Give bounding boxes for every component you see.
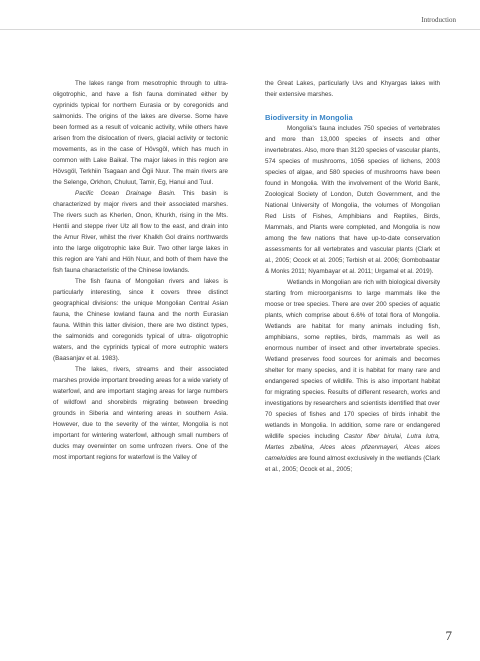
wetlands-species-list: Castor fiber birulai, Lutra lutra, Martes zibellina, Alces alces pfizenmayeri, Alces alces cameloides: [265, 433, 441, 462]
pacific-basin-text: This basin is characterized by major rivers and their associated marshes. The rivers such as Kherlen, Onon, Khurkh, rising in the Mts. Hentii and steppe river Ulz all flow to the east, and drain into the Amur River, whilst the river Khalkh Gol drains northwards into the large oligotrophic lake Buir. Two other large lakes in this region are Yahi and Höh Nuur, and both of them have the fish fauna characteristic of the Chinese lowlands.: [53, 190, 229, 274]
paragraph-biodiversity: Mongolia's fauna includes 750 species of vertebrates and more than 13,000 species of insects and other invertebrates. Also, more than 3120 species of vascular plants, 574 species of mushrooms, 1056 species of lichens, 2003 species of algae, and 580 species of mushrooms have been found in Mongolia. With the involvement of the World Bank, Zoological Society of London, Dutch Government, and the National University of Mongolia, the volumes of Mongolian Red Lists of Fishes, Amphibians and Reptiles, Birds, Mammals, and Plants were completed, and Mongolia is now among the few nations that have up-to-date conservation assessments for all vertebrates and vascular plants (Clark et al., 2005; Ocock et al. 2005; Terbish et al. 2006; Gombobaatar & Monks 2011; Nyambayar et al. 2011; Urgamal et al. 2019).: [265, 125, 441, 275]
section-heading-biodiversity: Biodiversity in Mongolia: [265, 113, 353, 122]
page-number: 7: [445, 628, 452, 643]
right-column: [265, 78, 440, 475]
pacific-basin-label: Pacific Ocean Drainage Basin.: [75, 190, 176, 197]
paragraph-pacific-basin: [53, 188, 228, 276]
wetlands-text-start: Wetlands in Mongolian are rich with biological diversity starting from microorganisms to large mammals like the moose or tree species. There are over 200 species of aquatic plants, which comprise about 6.6% of total flora of Mongolia. Wetlands are habitat for many animals including fish, amphibians, some reptiles, birds, mammals as well as enormous number of insect and other invertebrate species. Wetland preserves food sources for animals and becomes shelter for many species, and it is habitat for many rare and endangered species of wildlife. This is also important habitat for migrating species. Results of different research, works and investigations by researchers and scientists identified that over 70 species of fishes and 170 species of birds inhabit the wetlands in Mongolia. In addition, some rare or endangered wildlife species including: [265, 279, 440, 440]
wetlands-text-end: are found almost exclusively in the wetlands (Clark et al., 2005; Ocock et al., 2005;: [265, 455, 441, 473]
paragraph-great-lakes: the Great Lakes, particularly Uvs and Khyargas lakes with their extensive marshes.: [265, 80, 440, 98]
paragraph-waterfowl: The lakes, rivers, streams and their associated marshes provide important breeding areas for a wide variety of waterfowl, and are important staging areas for large numbers of wildfowl and shorebirds migrating between breeding grounds in Siberia and wintering areas in southern Asia. However, due to the severity of the winter, Mongolia is not important for wintering waterfowl, although small numbers of ducks may overwinter on some unfrozen rivers. One of the most important regions for waterfowl is the Valley of: [53, 366, 228, 461]
running-head: Introduction: [421, 16, 456, 24]
paragraph-lakes: The lakes range from mesotrophic through to ultra- oligotrophic, and have a fish fauna dominated either by cyprinids typical for northern Eurasia or by coregonids and salmonids. The origins of the lakes are diverse. Some have been formed as a result of volcanic activity, while others have arisen from the dislocation of rivers, glacial activity or tectonic movements, as in the case of Hövsgöl, which has much in common with Lake Baikal. The major lakes in this region are Hövsgöl, Terkhiin Tsagaan and Ögii Nuur. The main rivers are the Selenge, Orkhon, Chuluut, Tamir, Eg, Hanui and Tuul.: [53, 80, 228, 186]
left-column: [53, 78, 228, 463]
header-rule: [0, 29, 480, 30]
paragraph-fish-fauna: The fish fauna of Mongolian rivers and lakes is particularly interesting, since it covers three distinct geographical divisions: the unique Mongolian Central Asian fauna, the Chinese lowland fauna and the north Eurasian fauna. Within this latter division, there are two distinct types, the salmonids and coregonids typical of ultra- oligotrophic waters, and the cyprinids typical of more eutrophic waters (Baasanjav et al. 1983).: [53, 278, 228, 362]
paragraph-wetlands: [265, 277, 440, 475]
